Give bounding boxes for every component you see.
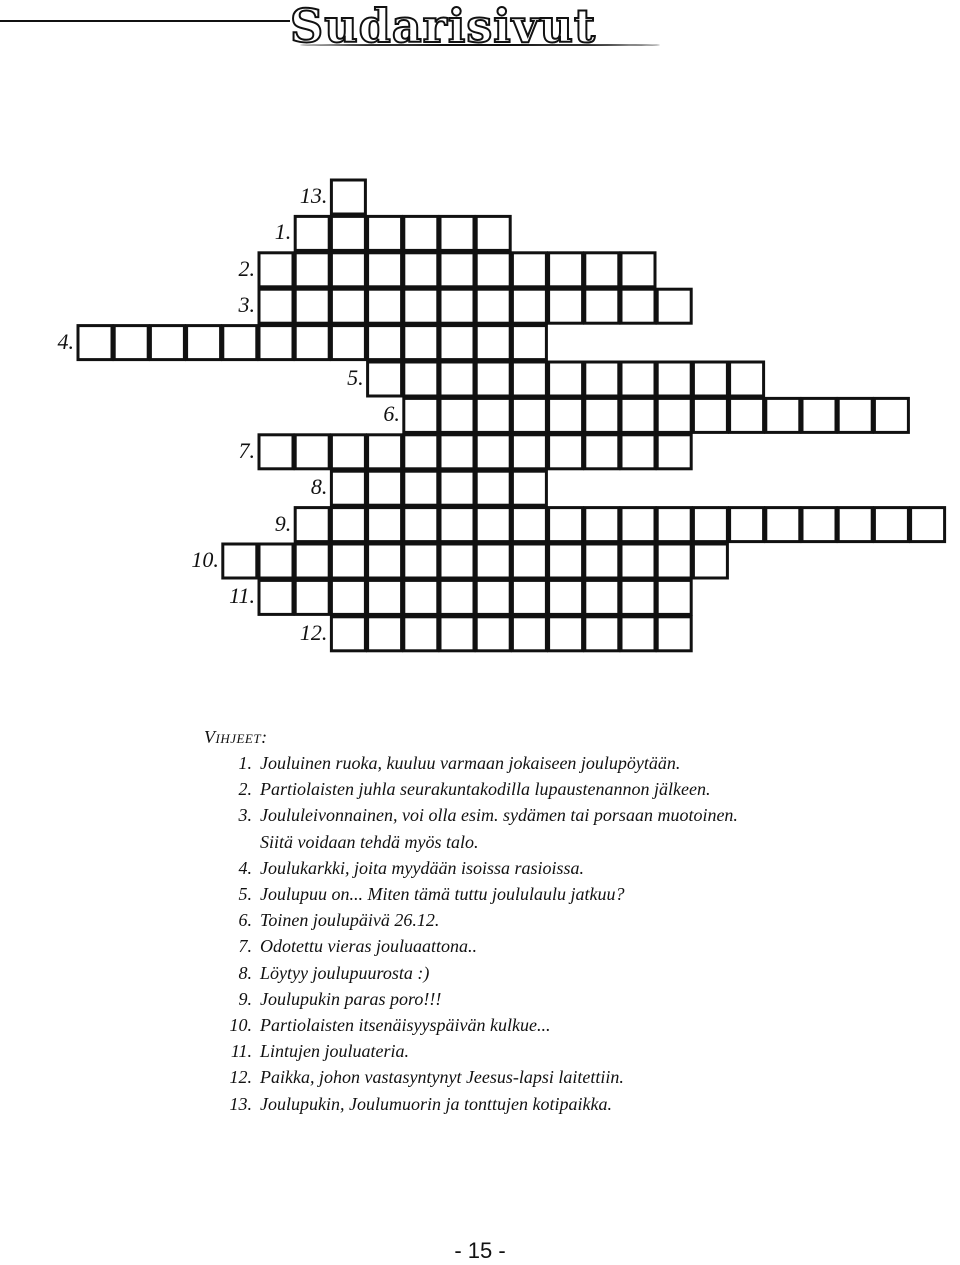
crossword-cell[interactable] [404, 289, 438, 323]
crossword-cell[interactable] [295, 435, 329, 469]
crossword-cell[interactable] [766, 508, 800, 542]
crossword-cell[interactable] [368, 253, 402, 287]
crossword-cell[interactable] [295, 326, 329, 360]
crossword-cell[interactable] [730, 398, 764, 432]
clue-item [204, 1064, 904, 1090]
crossword-cell[interactable] [259, 580, 293, 614]
clue-text: Lintujen jouluateria. [260, 1041, 410, 1062]
crossword-cell[interactable] [368, 580, 402, 614]
crossword-cell[interactable] [404, 508, 438, 542]
crossword-cell[interactable] [476, 435, 510, 469]
crossword-cell[interactable] [150, 326, 184, 360]
crossword-cell[interactable] [874, 398, 908, 432]
crossword-cell[interactable] [368, 435, 402, 469]
clue-item [204, 855, 904, 881]
crossword-cell[interactable] [730, 508, 764, 542]
clue-item [204, 1091, 904, 1117]
crossword-cell[interactable] [621, 580, 655, 614]
crossword-cell[interactable] [331, 435, 365, 469]
crossword-cell[interactable] [404, 253, 438, 287]
crossword-cell[interactable] [223, 544, 257, 578]
crossword-row-number: 13. [299, 183, 328, 208]
crossword-cell[interactable] [476, 216, 510, 250]
crossword-cell[interactable] [838, 398, 872, 432]
crossword-cell[interactable] [368, 326, 402, 360]
clue-text: Joululeivonnainen, voi olla esim. sydämen tai porsaan muotoinen. [260, 805, 738, 826]
crossword-cell[interactable] [404, 216, 438, 250]
clue-text: Joulupukin paras poro!!! [260, 988, 442, 1009]
clue-number: 1. [238, 753, 252, 773]
crossword-cell[interactable] [331, 508, 365, 542]
crossword-cell[interactable] [657, 617, 691, 651]
crossword-cell[interactable] [585, 289, 619, 323]
crossword-cell[interactable] [440, 289, 474, 323]
crossword-cell[interactable] [404, 398, 438, 432]
crossword-cell[interactable] [549, 435, 583, 469]
crossword-cell[interactable] [512, 435, 546, 469]
clue-list [204, 750, 904, 1117]
crossword-cell[interactable] [512, 580, 546, 614]
crossword-cell[interactable] [368, 289, 402, 323]
clue-item [204, 1038, 904, 1064]
crossword-cell[interactable] [512, 362, 546, 396]
crossword-cell[interactable] [440, 398, 474, 432]
crossword-row-number: 10. [191, 547, 219, 572]
clue-item [204, 986, 904, 1012]
crossword-cell[interactable] [621, 253, 655, 287]
crossword-cell[interactable] [331, 617, 365, 651]
crossword-cell[interactable] [585, 253, 619, 287]
crossword-cell[interactable] [476, 253, 510, 287]
clue-number: 6. [238, 910, 252, 931]
crossword-row-number: 5. [347, 365, 364, 390]
clue-item [204, 802, 904, 828]
crossword-cell[interactable] [549, 544, 583, 578]
crossword-cell[interactable] [693, 544, 727, 578]
clue-item [204, 933, 904, 959]
clue-text-continued: Siitä voidaan tehdä myös talo. [260, 831, 479, 852]
crossword-cell[interactable] [585, 544, 619, 578]
crossword-cell[interactable] [404, 617, 438, 651]
crossword-cell[interactable] [440, 435, 474, 469]
crossword-row-number: 9. [274, 510, 292, 536]
crossword-cell[interactable] [802, 508, 836, 542]
crossword-cell[interactable] [295, 580, 329, 614]
clue-number: 12. [229, 1067, 252, 1088]
crossword-cell[interactable] [657, 508, 691, 542]
crossword-cell[interactable] [368, 617, 402, 651]
section-title: Sudarisivut [290, 0, 597, 53]
crossword-cell[interactable] [295, 508, 329, 542]
crossword-cell[interactable] [331, 289, 365, 323]
crossword-cell[interactable] [621, 435, 655, 469]
clue-text: Partiolaisten itsenäisyyspäivän kulkue... [260, 1015, 551, 1036]
crossword-cell[interactable] [114, 326, 148, 360]
crossword-cell[interactable] [331, 180, 365, 214]
crossword-cell[interactable] [476, 617, 510, 651]
crossword-cell[interactable] [331, 471, 365, 505]
crossword-cell[interactable] [512, 253, 546, 287]
crossword-cell[interactable] [730, 362, 764, 396]
crossword-cell[interactable] [585, 580, 619, 614]
crossword-cell[interactable] [549, 362, 583, 396]
clue-item [204, 776, 904, 802]
clue-text: Toinen joulupäivä 26.12. [260, 910, 440, 931]
crossword-cell[interactable] [259, 544, 293, 578]
crossword-cell[interactable] [549, 617, 583, 651]
crossword-cell[interactable] [549, 580, 583, 614]
crossword-cell[interactable] [549, 508, 583, 542]
crossword-cell[interactable] [693, 508, 727, 542]
crossword-cell[interactable] [259, 289, 293, 323]
crossword-cell[interactable] [657, 580, 691, 614]
clue-number: 2. [238, 779, 252, 800]
clue-item [204, 881, 904, 907]
crossword-cell[interactable] [585, 398, 619, 432]
crossword-cell[interactable] [404, 544, 438, 578]
crossword-cell[interactable] [657, 289, 691, 323]
crossword-cell[interactable] [331, 326, 365, 360]
crossword-cell[interactable] [512, 544, 546, 578]
crossword-cell[interactable] [476, 508, 510, 542]
crossword-cell[interactable] [259, 326, 293, 360]
crossword-cell[interactable] [476, 580, 510, 614]
crossword-cell[interactable] [585, 508, 619, 542]
crossword-cell[interactable] [259, 253, 293, 287]
clue-number: 8. [238, 962, 252, 983]
crossword-cell[interactable] [440, 326, 474, 360]
crossword-cell[interactable] [838, 508, 872, 542]
crossword-cell[interactable] [368, 216, 402, 250]
crossword-cell[interactable] [657, 362, 691, 396]
crossword-row-number: 7. [238, 437, 255, 463]
crossword-cell[interactable] [295, 253, 329, 287]
clue-text: Odotettu vieras jouluaattona.. [260, 936, 477, 957]
clue-item [204, 907, 904, 933]
clue-number: 5. [238, 884, 252, 905]
clue-text: Paikka, johon vastasyntynyt Jeesus-lapsi laitettiin. [260, 1067, 624, 1088]
crossword-cell[interactable] [440, 216, 474, 250]
crossword-cell[interactable] [404, 435, 438, 469]
clue-number: 10. [229, 1015, 252, 1036]
crossword-cell[interactable] [223, 326, 257, 360]
clue-number: 9. [238, 988, 252, 1009]
crossword-row-number: 2. [238, 255, 255, 281]
clue-item [204, 1012, 904, 1038]
clue-text: Joulupuu on... Miten tämä tuttu joululaulu jatkuu? [260, 884, 625, 905]
crossword-cell[interactable] [802, 398, 836, 432]
crossword-cell[interactable] [512, 508, 546, 542]
clue-number: 3. [238, 805, 252, 826]
clues-section [204, 724, 904, 1117]
crossword-cell[interactable] [621, 617, 655, 651]
crossword-cell[interactable] [621, 362, 655, 396]
crossword-cell[interactable] [512, 617, 546, 651]
crossword-row-number: 3. [238, 292, 255, 318]
crossword-cell[interactable] [549, 398, 583, 432]
crossword-cell[interactable] [512, 289, 546, 323]
crossword-cell[interactable] [621, 289, 655, 323]
clue-number: 11. [230, 1041, 252, 1062]
crossword-cell[interactable] [621, 544, 655, 578]
crossword-cell[interactable] [440, 580, 474, 614]
crossword-cell[interactable] [657, 544, 691, 578]
crossword-cell[interactable] [512, 471, 546, 505]
crossword-cell[interactable] [295, 289, 329, 323]
crossword-cell[interactable] [259, 435, 293, 469]
crossword-row-number: 11. [229, 583, 255, 609]
crossword-cell[interactable] [476, 326, 510, 360]
page-number: - 15 - [454, 1238, 506, 1263]
clue-item [204, 750, 904, 776]
clue-text: Joulukarkki, joita myydään isoissa rasioissa. [260, 857, 584, 878]
crossword-cell[interactable] [331, 216, 365, 250]
clue-text: Jouluinen ruoka, kuuluu varmaan jokaiseen joulupöytään. [260, 753, 681, 773]
crossword-cell[interactable] [621, 398, 655, 432]
crossword-cell[interactable] [368, 544, 402, 578]
crossword-row-number: 6. [383, 401, 400, 427]
crossword-cell[interactable] [440, 544, 474, 578]
crossword-cell[interactable] [78, 326, 112, 360]
crossword-cell[interactable] [368, 362, 402, 396]
crossword-row-number: 4. [57, 328, 74, 354]
crossword-cell[interactable] [476, 471, 510, 505]
crossword-cell[interactable] [693, 398, 727, 432]
clues-heading: Vihjeet: [204, 727, 268, 747]
clue-number: 7. [238, 936, 252, 957]
crossword-cell[interactable] [585, 617, 619, 651]
crossword-cell[interactable] [585, 435, 619, 469]
crossword-cell[interactable] [440, 617, 474, 651]
clue-number: 13. [229, 1093, 252, 1114]
crossword-cell[interactable] [187, 326, 221, 360]
crossword-row-number: 8. [310, 474, 328, 500]
crossword-cell[interactable] [331, 580, 365, 614]
crossword-cell[interactable] [331, 544, 365, 578]
crossword-cell[interactable] [621, 508, 655, 542]
crossword-cell[interactable] [476, 289, 510, 323]
crossword-cell[interactable] [911, 508, 945, 542]
clue-text: Löytyy joulupuurosta :) [260, 962, 430, 983]
crossword-cell[interactable] [657, 435, 691, 469]
crossword-cell[interactable] [512, 398, 546, 432]
crossword-cell[interactable] [476, 544, 510, 578]
crossword-cell[interactable] [585, 362, 619, 396]
crossword-cell[interactable] [549, 289, 583, 323]
crossword-cell[interactable] [476, 398, 510, 432]
clue-text: Joulupukin, Joulumuorin ja tonttujen kotipaikka. [260, 1093, 612, 1114]
crossword-cell[interactable] [440, 471, 474, 505]
crossword-cell[interactable] [295, 216, 329, 250]
clue-item [204, 960, 904, 986]
crossword-cell[interactable] [766, 398, 800, 432]
crossword-cell[interactable] [440, 362, 474, 396]
crossword-cell[interactable] [549, 253, 583, 287]
crossword-cell[interactable] [512, 326, 546, 360]
crossword-cell[interactable] [440, 508, 474, 542]
crossword-cell[interactable] [404, 471, 438, 505]
crossword-cell[interactable] [404, 580, 438, 614]
clue-number: 4. [238, 857, 252, 878]
crossword-cell[interactable] [476, 362, 510, 396]
crossword-cell[interactable] [295, 544, 329, 578]
crossword-cell[interactable] [404, 326, 438, 360]
crossword-cell[interactable] [331, 253, 365, 287]
clue-text: Partiolaisten juhla seurakuntakodilla lupaustenannon jälkeen. [260, 779, 711, 800]
crossword-row-number: 12. [299, 619, 328, 645]
crossword-cell[interactable] [657, 398, 691, 432]
crossword-cell[interactable] [440, 253, 474, 287]
crossword-cell[interactable] [404, 362, 438, 396]
crossword-row-number: 1. [274, 219, 292, 245]
crossword-cell[interactable] [368, 471, 402, 505]
crossword-cell[interactable] [693, 362, 727, 396]
crossword-cell[interactable] [368, 508, 402, 542]
crossword-cell[interactable] [874, 508, 908, 542]
